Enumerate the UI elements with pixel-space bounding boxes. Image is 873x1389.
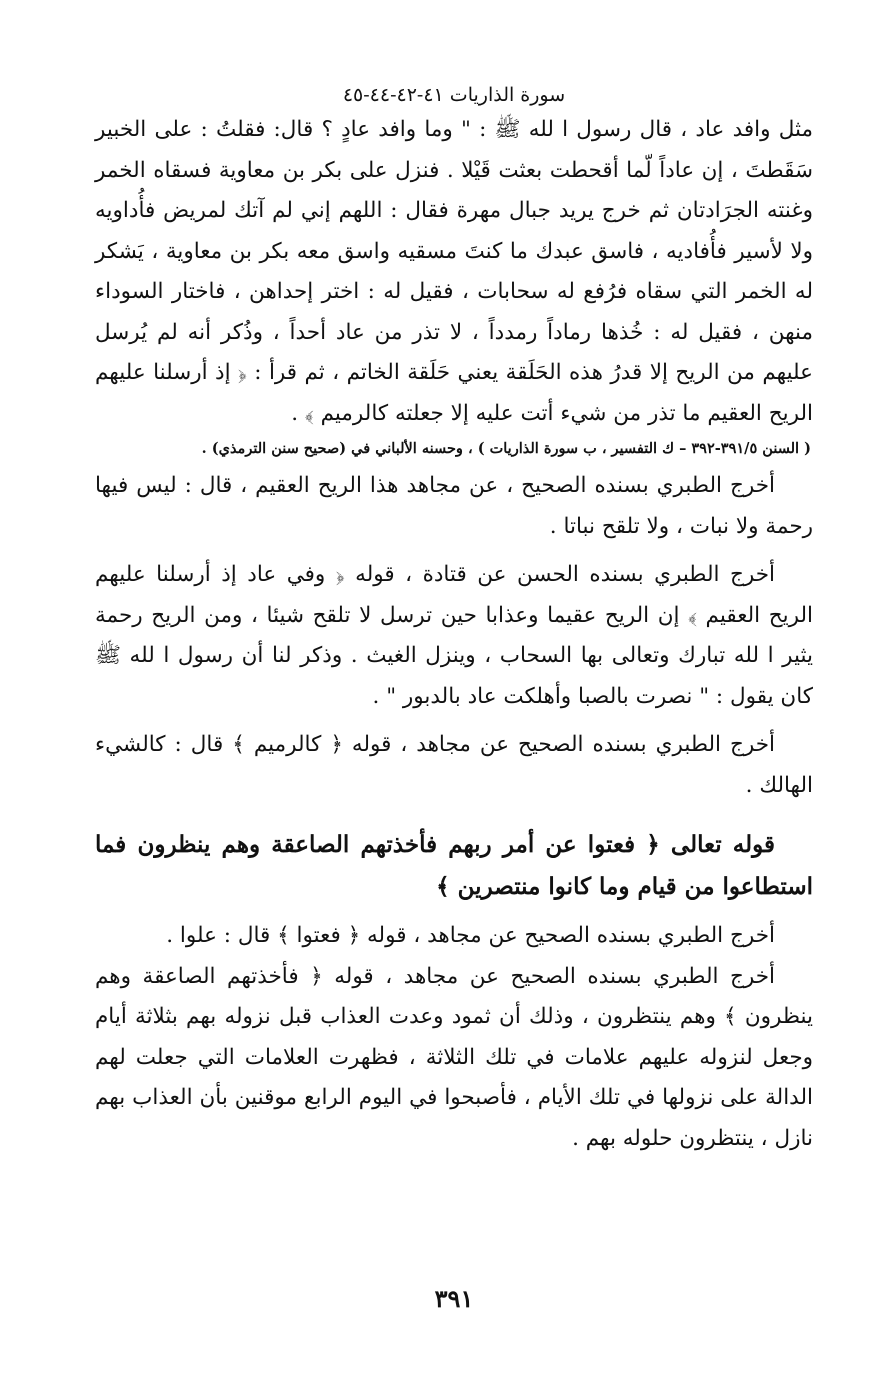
page-number: ٣٩١ (434, 1284, 474, 1313)
hadith-paragraph: مثل وافد عاد ، قال رسول ا لله ﷺ : " وما وافد عادٍ ؟ قال: فقلتُ : على الخبير سَقَطتَ ، إن عاداً لّما أقحطت بعثت قَيْلا . فنزل على بكر بن معاوية فسقاه الخمر وغنته الجرَادتان ثم خرج يريد جبال مهرة فقال : اللهم إني لم آتك لمريض فأُداويه ولا لأسير فأُفاديه ، فاسق عبدك ما كنتَ مسقيه واسق معه بكر بن معاوية ، يَشكر له الخمر التي سقاه فرُفع له سحابات ، فقيل له : اختر إحداهن ، فاختار السوداء منهن ، فقيل له : خُذها رماداً رمدداً ، لا تذر من عاد أحداً ، وذُكر أنه لم يُرسل عليهم من الريح إلا قدرُ هذه الحَلَقة يعني حَلَقة الخاتم ، ثم قرأ : ﴿ إذ أرسلنا عليهم الريح العقيم ما تذر من شيء أتت عليه إلا جعلته كالرميم ﴾ . (95, 117, 813, 426)
tabari-saiqa-paragraph: أخرج الطبري بسنده الصحيح عن مجاهد ، قوله ﴿ فأخذتهم الصاعقة وهم ينظرون ﴾ وهم ينتظرون ، وذلك أن ثمود وعدت العذاب قبل نزوله بهم بثلاثة أيام وجعل لنزوله عليهم علامات في تلك الثلاثة ، فظهرت العلامات التي جعلت لهم الدالة على نزولها في تلك الأيام ، فأصبحوا في اليوم الرابع موقنين بأن العذاب بهم نازل ، ينتظرون حلوله بهم . (95, 963, 813, 1151)
verse-heading: قوله تعالى ﴿ فعتوا عن أمر ربهم فأخذتهم الصاعقة وهم ينظرون فما استطاعوا من قيام وما كانوا منتصرين ﴾ (95, 831, 813, 900)
running-header: سورة الذاريات ٤١-٤٢-٤٤-٤٥ (342, 84, 566, 106)
tabari-qatada-paragraph: أخرج الطبري بسنده الحسن عن قتادة ، قوله ﴿ وفي عاد إذ أرسلنا عليهم الريح العقيم ﴾ إن الريح عقيما وعذابا حين ترسل لا تلقح شيئا ، ومن الريح رحمة يثير ا لله تبارك وتعالى بها السحاب ، وينزل الغيث . وذكر لنا أن رسول ا لله ﷺ كان يقول : " نصرت بالصبا وأهلكت عاد بالدبور " . (95, 562, 813, 709)
tabari-ramim-paragraph: أخرج الطبري بسنده الصحيح عن مجاهد ، قوله ﴿ كالرميم ﴾ قال : كالشيء الهالك . (95, 732, 813, 798)
book-page (95, 0, 813, 1389)
hadith-citation: ( السنن ٣٩١/٥-٣٩٢ – ك التفسير ، ب سورة الذاريات ) ، وحسنه الألباني في (صحيح سنن الترمذي) . (201, 440, 811, 457)
tabari-mujahid-paragraph: أخرج الطبري بسنده الصحيح ، عن مجاهد هذا الريح العقيم ، قال : ليس فيها رحمة ولا نبات ، ولا تلقح نباتا . (95, 473, 813, 539)
page-body (95, 110, 813, 1159)
tabari-atau-paragraph: أخرج الطبري بسنده الصحيح عن مجاهد ، قوله ﴿ فعتوا ﴾ قال : علوا . (166, 923, 775, 948)
